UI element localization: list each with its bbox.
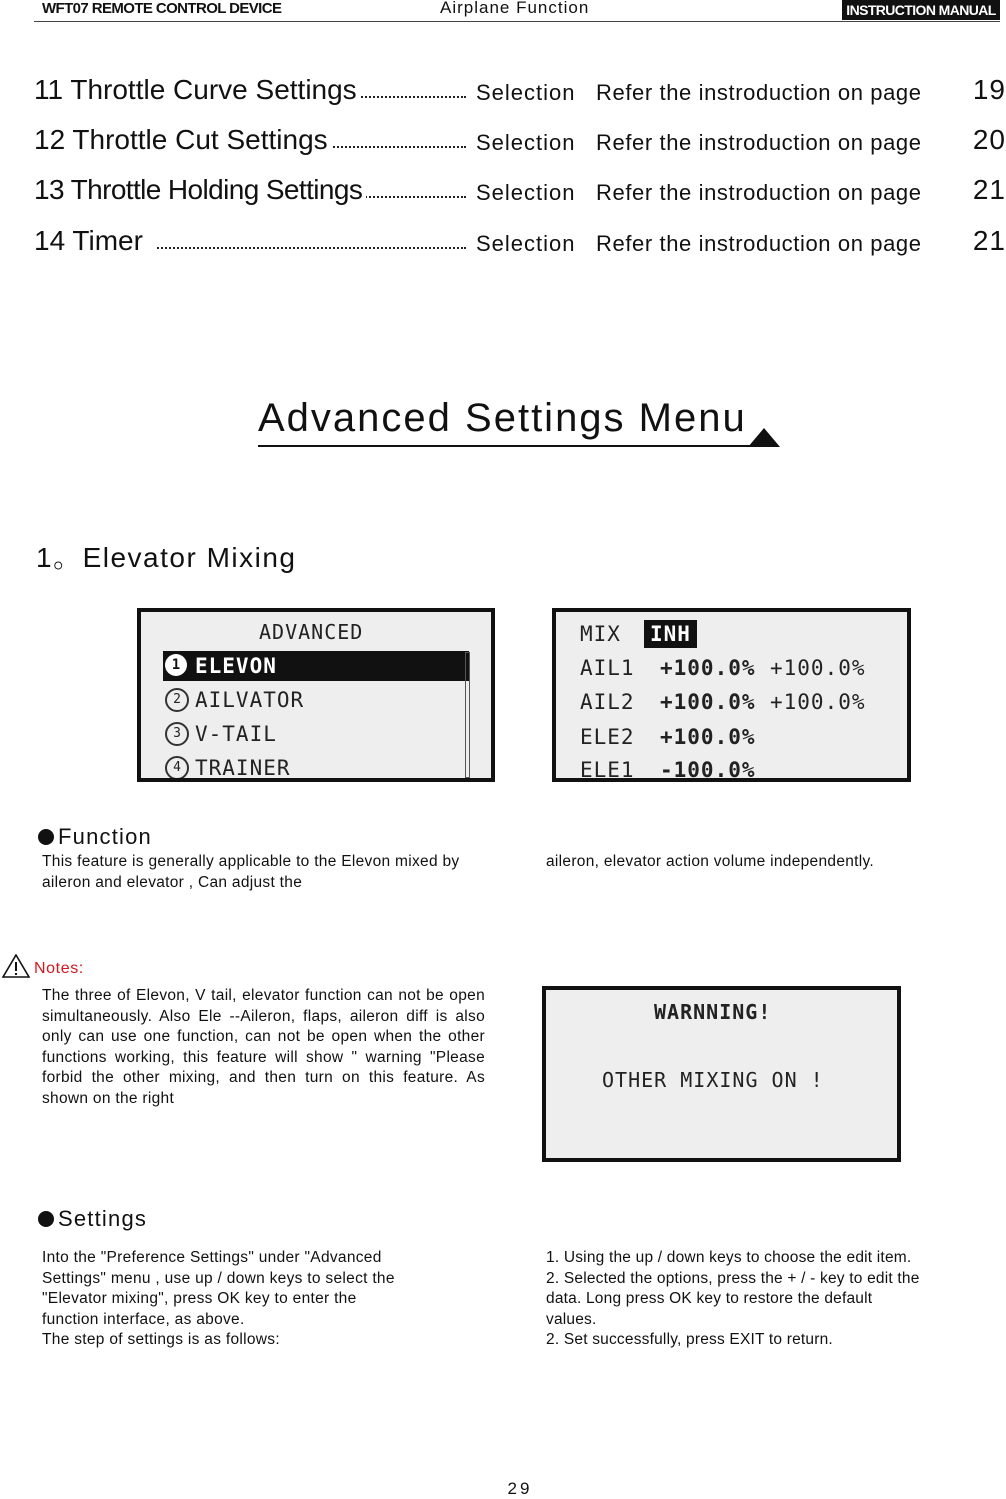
bullet-icon	[38, 829, 54, 845]
header-manual-badge: INSTRUCTION MANUAL	[842, 0, 1000, 20]
toc-reference: Refer the instroduction on page	[596, 180, 922, 205]
menu-item-trainer: TRAINER	[195, 756, 291, 780]
lcd-row-label: AIL2	[580, 690, 635, 714]
settings-heading	[38, 1206, 147, 1232]
toc-page-number: 20	[972, 124, 1006, 155]
toc-selection: Selection	[472, 180, 576, 206]
triangle-icon	[748, 428, 780, 447]
lcd-mix-label: MIX	[580, 622, 621, 646]
settings-step: 2. Selected the options, press the + / - key to edit the	[546, 1269, 920, 1287]
settings-step: values.	[546, 1310, 597, 1328]
settings-line: function interface, as above.	[42, 1310, 245, 1328]
toc-title: 13 Throttle Holding Settings	[34, 174, 366, 206]
lcd-warning	[542, 986, 901, 1162]
notes-text: The three of Elevon, V tail, elevator function can not be open simultaneously. Also Ele --Aileron, flaps, aileron diff is also only can use one function, can not be open when the other functions working, this feature will show " warning "Please forbid the other mixing, and then turn on this feature. As shown on the right	[42, 987, 485, 1107]
lcd-row-value: +100.0%	[770, 656, 866, 680]
toc-row	[34, 122, 1006, 162]
function-heading	[38, 824, 152, 850]
toc-reference: Refer the instroduction on page	[596, 80, 922, 105]
notes-label: Notes:	[34, 960, 84, 977]
settings-line: Settings" menu , use up / down keys to select the	[42, 1269, 395, 1287]
lcd-mix-settings	[552, 608, 911, 782]
menu-item-elevon: ELEVON	[195, 654, 277, 678]
lcd-warning-title: WARNNING!	[654, 1000, 772, 1024]
toc-selection: Selection	[472, 231, 576, 257]
header-section-name: Airplane Function	[440, 0, 590, 17]
settings-text-right	[546, 1248, 1004, 1351]
lcd-row-value: +100.0%	[770, 690, 866, 714]
header-device-name: WFT07 REMOTE CONTROL DEVICE	[42, 0, 282, 17]
warning-icon	[2, 954, 30, 978]
lcd-advanced-menu	[137, 608, 495, 782]
lcd-scrollbar	[465, 652, 470, 778]
toc-row	[34, 223, 1006, 263]
settings-line: The step of settings is as follows:	[42, 1331, 280, 1348]
settings-line: "Elevator mixing", press OK key to enter the	[42, 1290, 357, 1307]
settings-step: data. Long press OK key to restore the default	[546, 1290, 873, 1307]
menu-number-badge: 2	[165, 688, 189, 712]
function-text-left: This feature is generally applicable to the Elevon mixed by aileron and elevator , Can adjust the	[42, 853, 460, 891]
toc-page-number: 21	[972, 225, 1006, 256]
lcd-row-label: ELE2	[580, 725, 635, 749]
menu-item-ailvator: AILVATOR	[195, 688, 305, 712]
toc-page-number: 19	[972, 74, 1006, 105]
page-number: 29	[507, 1479, 533, 1498]
function-heading-text: Function	[58, 824, 152, 849]
toc-title: 12 Throttle Cut Settings	[34, 124, 332, 156]
header-divider	[34, 21, 1000, 22]
lcd-menu-title: ADVANCED	[259, 620, 364, 644]
section-title: Advanced Settings Menu	[258, 396, 747, 440]
menu-number-badge: 4	[165, 756, 189, 780]
subsection-title: 1。Elevator Mixing	[36, 542, 297, 573]
settings-line: Into the "Preference Settings" under "Advanced	[42, 1249, 382, 1266]
toc-row	[34, 72, 1006, 112]
lcd-row-value: -100.0%	[660, 758, 756, 782]
toc-selection: Selection	[472, 130, 576, 156]
menu-item-v-tail: V-TAIL	[195, 722, 277, 746]
settings-step: 1. Using the up / down keys to choose the edit item.	[546, 1249, 912, 1266]
lcd-row-value: +100.0%	[660, 656, 756, 680]
lcd-row-label: AIL1	[580, 656, 635, 680]
lcd-mix-value: INH	[644, 620, 697, 648]
toc-row	[34, 172, 1006, 212]
lcd-row-label: ELE1	[580, 758, 635, 782]
bullet-icon	[38, 1211, 54, 1227]
toc-page-number: 21	[972, 174, 1006, 205]
section-title-underline	[258, 445, 774, 447]
settings-heading-text: Settings	[58, 1206, 148, 1231]
lcd-row-value: +100.0%	[660, 690, 756, 714]
menu-number-badge: 1	[165, 654, 187, 676]
lcd-row-value: +100.0%	[660, 725, 756, 749]
toc-reference: Refer the instroduction on page	[596, 130, 922, 155]
function-text-right: aileron, elevator action volume independently.	[546, 853, 875, 870]
lcd-warning-message: OTHER MIXING ON !	[602, 1068, 824, 1092]
toc-title: 11 Throttle Curve Settings	[34, 74, 361, 106]
settings-step: 2. Set successfully, press EXIT to return.	[546, 1331, 833, 1348]
settings-text-left	[42, 1248, 512, 1351]
toc-selection: Selection	[472, 80, 576, 106]
toc-title: 14 Timer	[34, 225, 157, 257]
menu-number-badge: 3	[165, 722, 189, 746]
toc-reference: Refer the instroduction on page	[596, 231, 922, 256]
